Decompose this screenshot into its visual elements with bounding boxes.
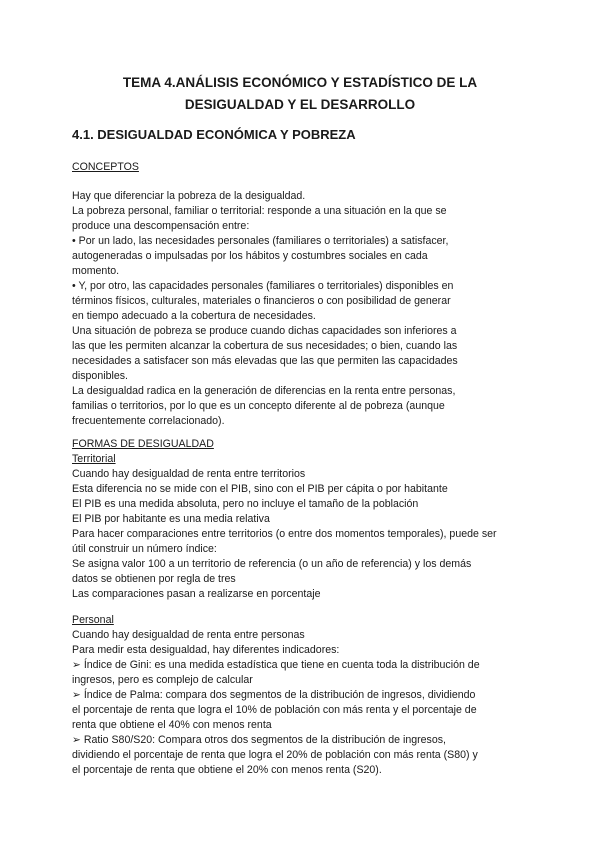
text-line: produce una descompensación entre: xyxy=(72,220,250,232)
conceptos-heading: CONCEPTOS xyxy=(72,161,139,173)
text-line: • Y, por otro, las capacidades personales (familiares o territoriales) disponibles en xyxy=(72,280,454,292)
formas-block xyxy=(72,437,532,467)
text-line: Una situación de pobreza se produce cuando dichas capacidades son inferiores a xyxy=(72,325,457,337)
text-line: momento. xyxy=(72,265,120,277)
personal-heading-block xyxy=(72,613,532,628)
document-title xyxy=(60,72,540,116)
title-line-1: TEMA 4.ANÁLISIS ECONÓMICO Y ESTADÍSTICO DE LA xyxy=(122,75,478,90)
text-line: dividiendo el porcentaje de renta que logra el 20% de población con más renta (S80) y xyxy=(72,749,478,761)
section-heading: 4.1. DESIGUALDAD ECONÓMICA Y POBREZA xyxy=(72,127,356,142)
territorial-heading: Territorial xyxy=(72,453,116,465)
text-line: ➢ Índice de Gini: es una medida estadística que tiene en cuenta toda la distribución de xyxy=(72,659,480,671)
text-line: frecuentemente correlacionado). xyxy=(72,415,225,427)
text-line: El PIB por habitante es una media relativa xyxy=(72,513,270,525)
text-line: El PIB es una medida absoluta, pero no incluye el tamaño de la población xyxy=(72,498,419,510)
text-line: disponibles. xyxy=(72,370,128,382)
title-line-2: DESIGUALDAD Y EL DESARROLLO xyxy=(184,97,416,112)
text-line: ➢ Índice de Palma: compara dos segmentos de la distribución de ingresos, dividiendo xyxy=(72,689,476,701)
text-line: en tiempo adecuado a la cobertura de necesidades. xyxy=(72,310,316,322)
text-line: útil construir un número índice: xyxy=(72,543,217,555)
text-line: Para hacer comparaciones entre territorios (o entre dos momentos temporales), puede ser xyxy=(72,528,497,540)
text-line: Se asigna valor 100 a un territorio de referencia (o un año de referencia) y los demás xyxy=(72,558,472,570)
text-line: el porcentaje de renta que obtiene el 20% con menos renta (S20). xyxy=(72,764,382,776)
text-line: Hay que diferenciar la pobreza de la desigualdad. xyxy=(72,190,306,202)
territorial-paragraphs xyxy=(72,467,532,602)
text-line: el porcentaje de renta que logra el 10% de población con más renta y el porcentaje de xyxy=(72,704,477,716)
text-line: necesidades a satisfacer son más elevadas que las que permiten las capacidades xyxy=(72,355,458,367)
text-line: Para medir esta desigualdad, hay diferentes indicadores: xyxy=(72,644,340,656)
text-line: Esta diferencia no se mide con el PIB, sino con el PIB per cápita o por habitante xyxy=(72,483,448,495)
text-line: La desigualdad radica en la generación de diferencias en la renta entre personas, xyxy=(72,385,456,397)
text-line: La pobreza personal, familiar o territorial: responde a una situación en la que se xyxy=(72,205,447,217)
text-line: renta que obtiene el 40% con menos renta xyxy=(72,719,272,731)
conceptos-paragraphs xyxy=(72,189,532,429)
text-line: datos se obtienen por regla de tres xyxy=(72,573,236,585)
text-line: términos físicos, culturales, materiales o financieros o con posibilidad de generar xyxy=(72,295,451,307)
conceptos-heading-block xyxy=(72,160,532,175)
text-line: las que les permiten alcanzar la cobertura de sus necesidades; o bien, cuando las xyxy=(72,340,458,352)
formas-heading: FORMAS DE DESIGUALDAD xyxy=(72,438,214,450)
text-line: autogeneradas o impulsadas por los hábitos y costumbres sociales en cada xyxy=(72,250,428,262)
text-line: • Por un lado, las necesidades personales (familiares o territoriales) a satisfacer, xyxy=(72,235,449,247)
text-line: Cuando hay desigualdad de renta entre territorios xyxy=(72,468,306,480)
text-line: familias o territorios, por lo que es un concepto diferente al de pobreza (aunque xyxy=(72,400,445,412)
personal-paragraphs xyxy=(72,628,532,778)
personal-heading: Personal xyxy=(72,614,114,626)
text-line: ingresos, pero es complejo de calcular xyxy=(72,674,253,686)
text-line: Cuando hay desigualdad de renta entre personas xyxy=(72,629,305,641)
text-line: Las comparaciones pasan a realizarse en porcentaje xyxy=(72,588,321,600)
text-line: ➢ Ratio S80/S20: Compara otros dos segmentos de la distribución de ingresos, xyxy=(72,734,446,746)
